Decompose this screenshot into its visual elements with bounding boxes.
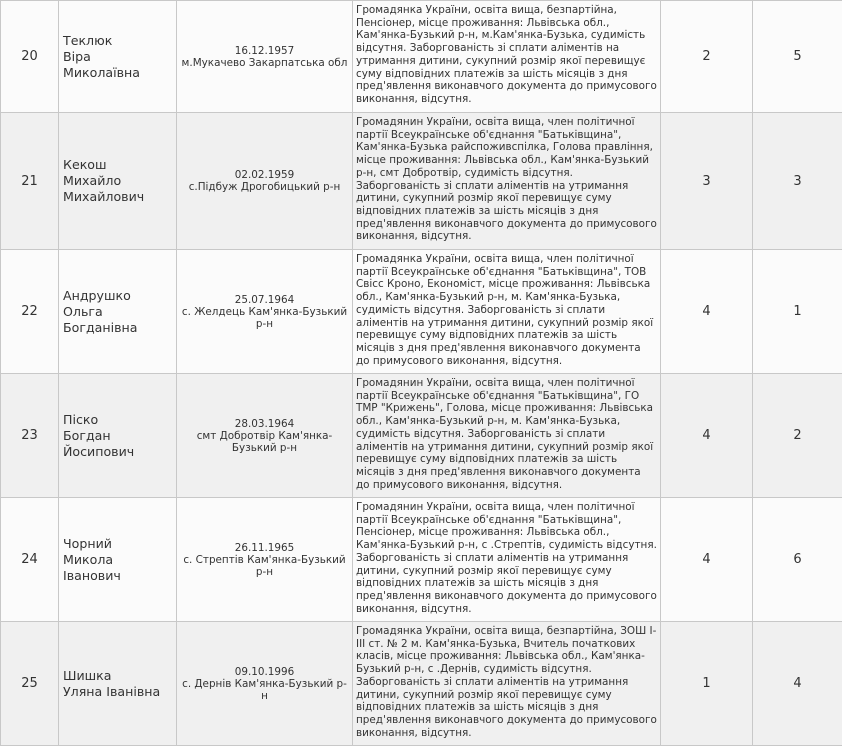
candidate-info: Громадянка України, освіта вища, безпартійна, ЗОШ І-ІІІ ст. № 2 м. Кам'янка-Бузька, Вчитель початкових класів, місце проживання: Львівська обл., Кам'янка-Бузький р-н, с .Дернів, судимість відсутня. Заборгованість зі сплати аліментів на утримання дитини, сукупний розмір якої перевищує суму відповідних платежів за шість місяців з дня пред'явлення виконавчого документа до примусового виконання, відсутня. — [353, 622, 661, 746]
candidate-name-line: Михайлович — [63, 189, 176, 205]
row-number: 23 — [1, 374, 59, 498]
row-number: 22 — [1, 250, 59, 374]
birth-date: 28.03.1964 — [180, 418, 349, 430]
candidate-name — [59, 250, 177, 374]
candidate-name — [59, 113, 177, 250]
value-a: 1 — [661, 622, 753, 746]
value-b: 4 — [753, 622, 842, 746]
value-a: 2 — [661, 1, 753, 113]
table-row — [1, 113, 842, 250]
value-b: 5 — [753, 1, 842, 113]
candidate-name-line: Теклюк — [63, 33, 176, 49]
candidate-info: Громадянка України, освіта вища, член політичної партії Всеукраїнське об'єднання "Батьківщина", ТОВ Свісс Кроно, Економіст, місце проживання: Львівська обл., Кам'янка-Бузький р-н, м. Кам'янка-Бузька, судимість відсутня. Заборгованість зі сплати аліментів на утримання дитини, сукупний розмір якої перевищує суму відповідних платежів за шість місяців з дня пред'явлення виконавчого документа до примусового виконання, відсутня. — [353, 250, 661, 374]
birth-date: 16.12.1957 — [180, 45, 349, 57]
candidate-name-line: Андрушко — [63, 288, 176, 304]
candidate-info: Громадянка України, освіта вища, безпартійна, Пенсіонер, місце проживання: Львівська обл., Кам'янка-Бузький р-н, м.Кам'янка-Бузька, судимість відсутня. Заборгованість зі сплати аліментів на утримання дитини, сукупний розмір якої перевищує суму відповідних платежів за шість місяців з дня пред'явлення виконавчого документа до примусового виконання, відсутня. — [353, 1, 661, 113]
candidate-info: Громадянин України, освіта вища, член політичної партії Всеукраїнське об'єднання "Батьківщина", Пенсіонер, місце проживання: Львівська обл., Кам'янка-Бузький р-н, с .Стрептів, судимість відсутня. Заборгованість зі сплати аліментів на утримання дитини, сукупний розмір якої перевищує суму відповідних платежів за шість місяців з дня пред'явлення виконавчого документа до примусового виконання, відсутня. — [353, 498, 661, 622]
birth-place: с. Стрептів Кам'янка-Бузький р-н — [180, 554, 349, 578]
row-number: 20 — [1, 1, 59, 113]
candidate-name — [59, 622, 177, 746]
candidate-name-line: Йосипович — [63, 444, 176, 460]
candidate-name-line: Миколаївна — [63, 65, 176, 81]
birth-date: 25.07.1964 — [180, 294, 349, 306]
value-a: 3 — [661, 113, 753, 250]
birth-place: м.Мукачево Закарпатська обл — [180, 57, 349, 69]
value-a: 4 — [661, 374, 753, 498]
candidate-name-line: Михайло — [63, 173, 176, 189]
row-number: 24 — [1, 498, 59, 622]
birth-date: 09.10.1996 — [180, 666, 349, 678]
birth-place: с.Підбуж Дрогобицький р-н — [180, 181, 349, 193]
birth-place: с. Дернів Кам'янка-Бузький р-н — [180, 678, 349, 702]
birth-place: с. Желдець Кам'янка-Бузький р-н — [180, 306, 349, 330]
candidate-name-line: Богдан — [63, 428, 176, 444]
birth-date: 02.02.1959 — [180, 169, 349, 181]
birth-info — [177, 250, 353, 374]
birth-info — [177, 374, 353, 498]
table-row — [1, 622, 842, 746]
birth-info — [177, 113, 353, 250]
birth-info — [177, 498, 353, 622]
candidate-name-line: Микола — [63, 552, 176, 568]
candidate-name — [59, 1, 177, 113]
birth-info — [177, 622, 353, 746]
candidate-name-line: Уляна Іванівна — [63, 684, 176, 700]
value-a: 4 — [661, 498, 753, 622]
table-row — [1, 374, 842, 498]
candidate-name-line: Богданівна — [63, 320, 176, 336]
candidate-name-line: Кекош — [63, 157, 176, 173]
birth-info — [177, 1, 353, 113]
candidate-info: Громадянин України, освіта вища, член політичної партії Всеукраїнське об'єднання "Батьківщина", ГО ТМР "Крижень", Голова, місце проживання: Львівська обл., Кам'янка-Бузький р-н, м. Кам'янка-Бузька, судимість відсутня. Заборгованість зі сплати аліментів на утримання дитини, сукупний розмір якої перевищує суму відповідних платежів за шість місяців з дня пред'явлення виконавчого документа до примусового виконання, відсутня. — [353, 374, 661, 498]
candidate-name-line: Чорний — [63, 536, 176, 552]
candidate-name — [59, 374, 177, 498]
value-a: 4 — [661, 250, 753, 374]
candidate-name-line: Віра — [63, 49, 176, 65]
row-number: 21 — [1, 113, 59, 250]
table-row — [1, 498, 842, 622]
candidate-name-line: Шишка — [63, 668, 176, 684]
candidate-name-line: Піско — [63, 412, 176, 428]
table-row — [1, 1, 842, 113]
birth-place: смт Добротвір Кам'янка-Бузький р-н — [180, 430, 349, 454]
value-b: 6 — [753, 498, 842, 622]
birth-date: 26.11.1965 — [180, 542, 349, 554]
candidate-name — [59, 498, 177, 622]
value-b: 2 — [753, 374, 842, 498]
table-row — [1, 250, 842, 374]
value-b: 1 — [753, 250, 842, 374]
row-number: 25 — [1, 622, 59, 746]
value-b: 3 — [753, 113, 842, 250]
candidate-info: Громадянин України, освіта вища, член політичної партії Всеукраїнське об'єднання "Батьківщина", Кам'янка-Бузька райспоживспілка, Голова правління, місце проживання: Львівська обл., Кам'янка-Бузький р-н, смт Добротвір, судимість відсутня. Заборгованість зі сплати аліментів на утримання дитини, сукупний розмір якої перевищує суму відповідних платежів за шість місяців з дня пред'явлення виконавчого документа до примусового виконання, відсутня. — [353, 113, 661, 250]
candidate-name-line: Іванович — [63, 568, 176, 584]
candidate-name-line: Ольга — [63, 304, 176, 320]
